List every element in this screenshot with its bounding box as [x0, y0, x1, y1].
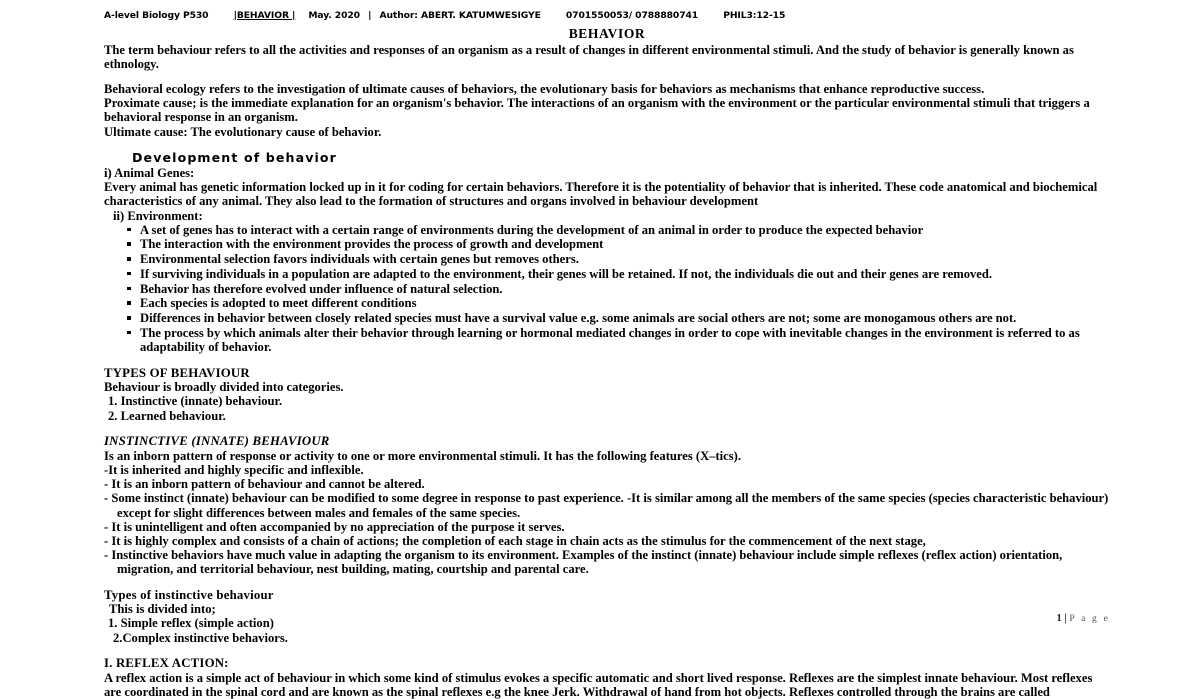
list-item: A set of genes has to interact with a certain range of environments during the development of an animal in order to produce the expected behavior [126, 223, 1110, 237]
list-item: If surviving individuals in a population are adapted to the environment, their genes will be retained. If not, the individuals die out and their genes are removed. [126, 267, 1110, 281]
development-heading: Development of behavior [132, 149, 337, 165]
instinctive-behaviour-heading: INSTINCTIVE (INNATE) BEHAVIOUR [104, 434, 330, 449]
header-reference: PHIL3:12-15 [723, 10, 786, 21]
list-item: - It is unintelligent and often accompanied by no appreciation of the purpose it serves. [104, 519, 565, 534]
proximate-cause-text: ; is the immediate explanation for an organism's behavior. The interactions of an organism with the environment or the particular environmental stimuli that triggers a behavioral response in an organism. [104, 96, 1090, 125]
types-instinctive-heading: Types of instinctive behaviour [104, 587, 274, 602]
types-instinctive-lead: This is divided into; [109, 602, 216, 617]
list-item: -It is inherited and highly specific and inflexible. [104, 463, 364, 477]
intro-definition: The term behaviour refers to all the activities and responses of an organism as a result of changes in different environmental stimuli. And the study of behavior is generally known as ethnology. [104, 42, 1074, 71]
header-pipe: | [368, 10, 372, 21]
list-item: Environmental selection favors individuals with certain genes but removes others. [126, 252, 1110, 266]
reflex-action-text: A reflex action is a simple act of behaviour in which some kind of stimulus evokes a specific automatic and short lived response. Reflexes are the simplest innate behaviour. Most reflexes are coordinated in the spinal cord and are known as the spinal reflexes e.g the knee Jerk. Withdrawal of hand from hot objects. Reflexes controlled through the brains are called [104, 670, 1093, 699]
environment-bullet-list [104, 223, 1110, 354]
footer-page-number: 1 [1056, 613, 1062, 624]
header-topic: |BEHAVIOR | [233, 10, 296, 21]
list-item-adaptability [126, 326, 1110, 354]
types-of-behaviour-lead: Behaviour is broadly divided into categories. [104, 380, 344, 395]
list-item: - Instinctive behaviors have much value in adapting the organism to its environment. Examples of the instinct (innate) behaviour include simple reflexes (reflex action) orientation, migration, and territorial behaviour, nest building, mating, courtship and parental care. [104, 548, 1063, 577]
list-item: - Some instinct (innate) behaviour can be modified to some degree in response to past experience. -It is similar among all the members of the same species (species characteristic behaviour) except for slight differences between males and females of the same species. [104, 491, 1109, 520]
list-item: 1. Simple reflex (simple action) [108, 616, 274, 631]
behavioral-ecology-text: refers to the investigation of ultimate causes of behaviors, the evolutionary basis for behaviors as mechanisms that enhance reproductive success. [205, 82, 985, 97]
environment-label: ii) Environment: [113, 208, 203, 223]
header-author: Author: ABERT. KATUMWESIGYE [379, 10, 541, 21]
ultimate-cause-paragraph [104, 125, 1110, 139]
animal-genes-label: i) Animal Genes: [104, 165, 195, 180]
header-phone: 0701550053/ 0788880741 [565, 10, 699, 21]
adaptability-suffix: . [268, 339, 272, 354]
behavioral-ecology-term: Behavioral ecology [104, 82, 206, 97]
list-item: 2.Complex instinctive behaviors. [113, 630, 288, 645]
page-footer [1057, 613, 1110, 624]
adaptability-prefix: The process by which animals alter their behavior through learning or hormonal mediated changes in order to cope with inevitable changes in the environment is referred to as [140, 325, 1080, 340]
footer-page-label: P a g e [1069, 614, 1110, 624]
behavioral-ecology-paragraph [104, 82, 1110, 96]
list-item: 2. Learned behaviour. [108, 408, 226, 423]
list-item: 1. Instinctive (innate) behaviour. [108, 394, 283, 409]
ultimate-cause-term: Ultimate cause [104, 124, 184, 139]
footer-separator: | [1064, 613, 1067, 624]
page-title: BEHAVIOR [568, 26, 646, 42]
header-date: May. 2020 [308, 10, 360, 21]
list-item: Differences in behavior between closely related species must have a survival value e.g. some animals are social others are not; some are monogamous others are not. [126, 311, 1110, 325]
ultimate-cause-text: : The evolutionary cause of behavior. [183, 124, 382, 139]
header-course: A-level Biology P530 [104, 10, 209, 21]
list-item: Behavior has therefore evolved under influence of natural selection. [126, 282, 1110, 296]
list-item: - It is an inborn pattern of behaviour and cannot be altered. [104, 477, 425, 492]
list-item: Each species is adopted to meet different conditions [126, 296, 1110, 310]
instinctive-feature-list [104, 463, 1110, 577]
animal-genes-text: Every animal has genetic information locked up in it for coding for certain behaviors. Therefore it is the potentiality of behavior that is inherited. These code anatomical and biochemical characteristics of any animal. They also lead to the formation of structures and organs involved in behaviour development [104, 180, 1098, 209]
document-header [104, 11, 1110, 21]
list-item: The interaction with the environment provides the process of growth and development [126, 237, 1110, 251]
proximate-cause-term: Proximate cause [104, 96, 193, 111]
instinctive-lead: Is an inborn pattern of response or activity to one or more environmental stimuli. It has the following features (X–tics). [104, 448, 742, 463]
reflex-action-heading: I. REFLEX ACTION: [104, 656, 229, 671]
adaptability-term: adaptability of behavior [140, 339, 269, 354]
types-of-behaviour-heading: TYPES OF BEHAVIOUR [104, 365, 250, 380]
list-item: - It is highly complex and consists of a chain of actions; the completion of each stage in chain acts as the stimulus for the commencement of the next stage, [104, 534, 926, 549]
proximate-cause-paragraph [104, 96, 1110, 124]
